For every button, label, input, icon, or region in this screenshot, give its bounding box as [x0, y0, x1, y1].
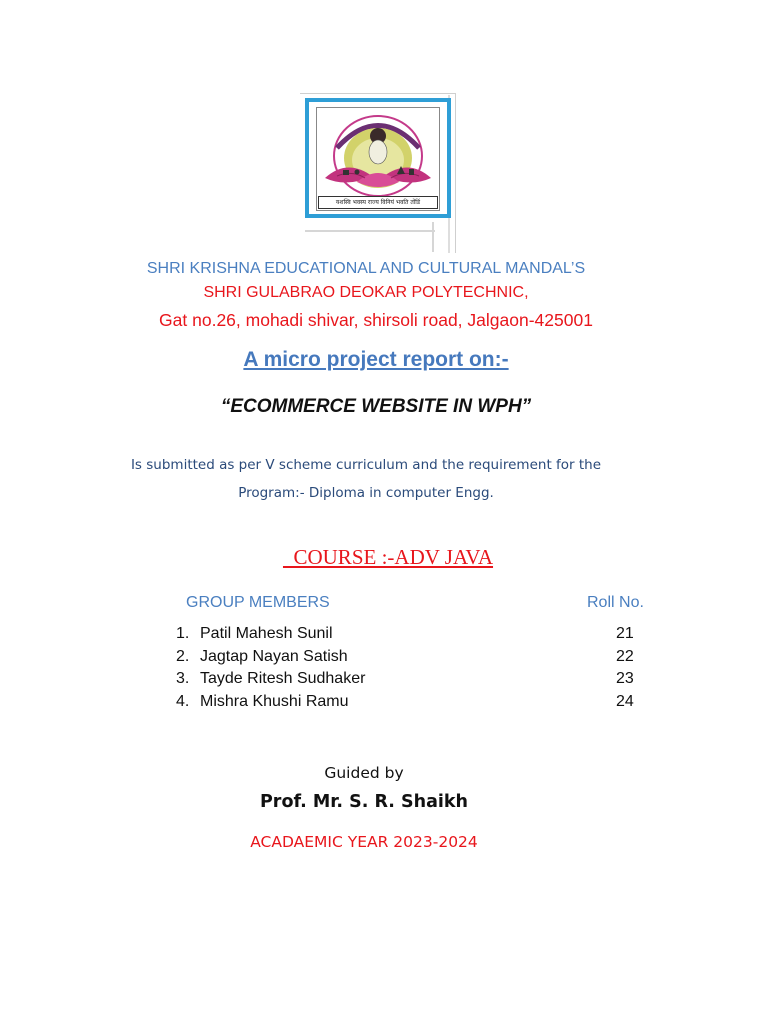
guide-name: Prof. Mr. S. R. Shaikh — [259, 792, 469, 812]
academic-year: ACADAEMIC YEAR 2023-2024 — [250, 833, 478, 851]
logo-divider — [305, 230, 435, 232]
member-roll: 22 — [616, 647, 634, 665]
project-title: “ECOMMERCE WEBSITE IN WPH” — [220, 396, 532, 417]
member-number: 2. — [176, 647, 190, 665]
logo-divider — [432, 222, 434, 252]
list-item — [176, 693, 646, 716]
guided-by-label: Guided by — [324, 764, 404, 782]
member-number: 1. — [176, 625, 190, 642]
member-name: Tayde Ritesh Sudhaker — [200, 670, 366, 687]
member-roll: 21 — [616, 625, 634, 642]
roll-no-heading: Roll No. — [587, 594, 644, 611]
logo-motto: यशस्वि भवस्य राज्य विनियं भवति तोंडिं — [318, 196, 438, 209]
mandal-name: SHRI KRISHNA EDUCATIONAL AND CULTURAL MANDAL’S — [146, 260, 586, 277]
member-name: Jagtap Nayan Satish — [200, 647, 348, 665]
scheme-statement: Is submitted as per V scheme curriculum and the requirement for the — [130, 457, 602, 473]
member-number: 3. — [176, 670, 190, 687]
list-item — [176, 625, 646, 648]
member-roll: 23 — [616, 670, 634, 687]
polytechnic-name: SHRI GULABRAO DEOKAR POLYTECHNIC, — [203, 284, 529, 301]
member-roll: 24 — [616, 692, 634, 710]
report-heading: A micro project report on:- — [243, 348, 509, 371]
college-emblem-icon — [317, 108, 439, 198]
member-number: 4. — [176, 692, 190, 710]
member-name: Patil Mahesh Sunil — [200, 625, 333, 642]
group-members-heading: GROUP MEMBERS — [186, 594, 330, 611]
list-item — [176, 648, 646, 671]
institution-address: Gat no.26, mohadi shivar, shirsoli road, Jalgaon-425001 — [159, 310, 593, 330]
members-list — [176, 625, 646, 715]
member-name: Mishra Khushi Ramu — [200, 692, 349, 710]
list-item — [176, 670, 646, 693]
program-statement: Program:- Diploma in computer Engg. — [238, 485, 494, 501]
course-title: COURSE :-ADV JAVA — [282, 545, 494, 569]
